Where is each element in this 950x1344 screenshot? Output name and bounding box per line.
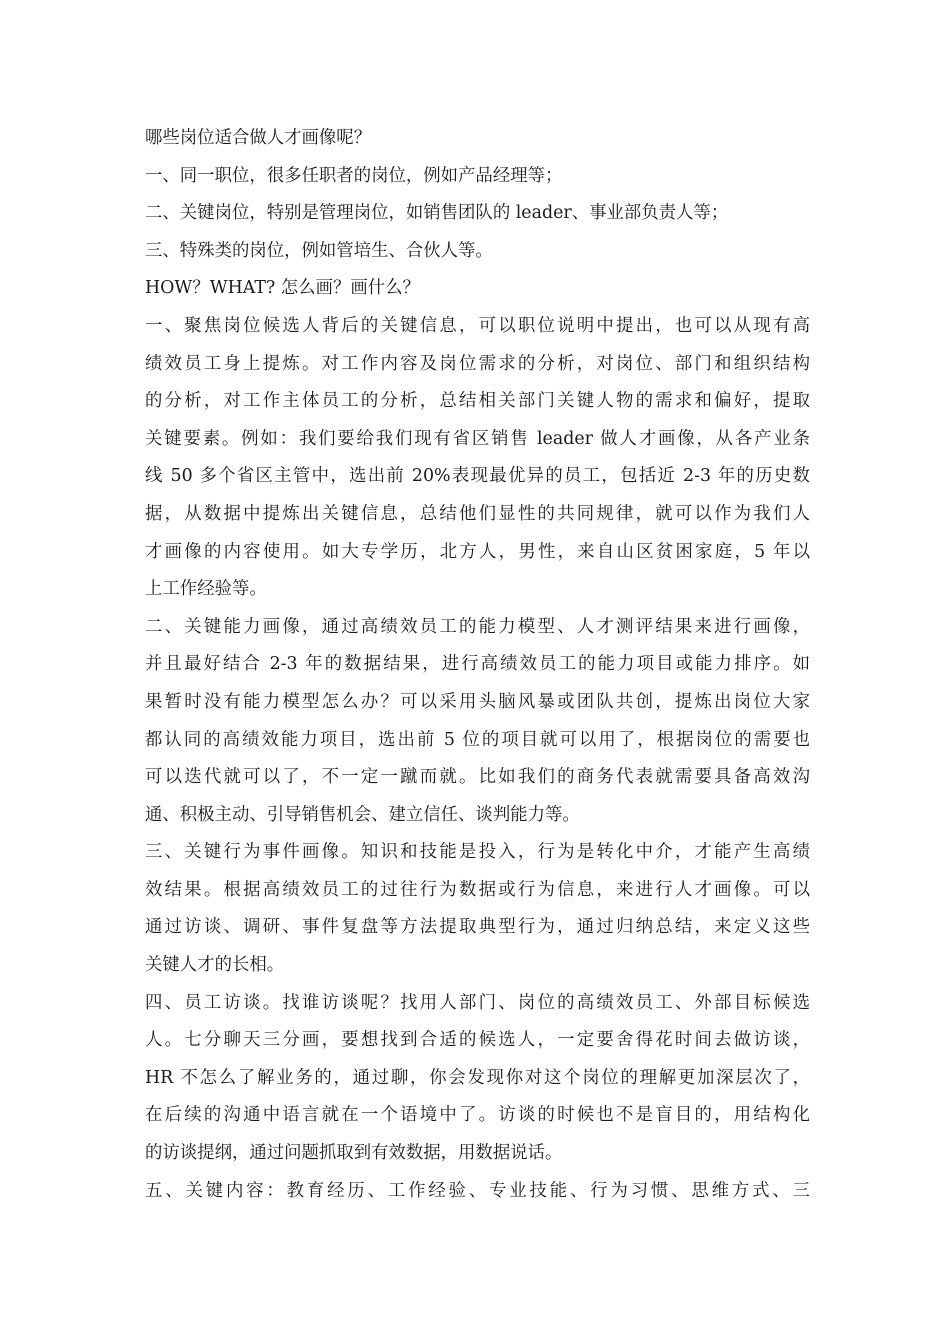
text-line: 在后续的沟通中语言就在一个语境中了。访谈的时候也不是盲目的，用结构化 — [145, 1105, 810, 1126]
text-line: HOW？WHAT? 怎么画？画什么？ — [145, 278, 420, 299]
document-page — [145, 120, 810, 1210]
text-line: HR 不怎么了解业务的，通过聊，你会发现你对这个岗位的理解更加深层次了， — [145, 1067, 810, 1088]
text-line: 线 50 多个省区主管中，选出前 20%表现最优异的员工，包括近 2-3 年的历史数 — [145, 466, 810, 487]
text-line: 三、关键行为事件画像。知识和技能是投入，行为是转化中介，才能产生高绩 — [145, 842, 810, 863]
text-line: 哪些岗位适合做人才画像呢？ — [145, 128, 372, 148]
text-line: 的分析，对工作主体员工的分析，总结相关部门关键人物的需求和偏好，提取 — [145, 391, 810, 412]
text-line: 都认同的高绩效能力项目，选出前 5 位的项目就可以用了，根据岗位的需要也 — [145, 729, 810, 750]
text-line: 关键人才的长相。 — [145, 955, 285, 976]
text-line: 并且最好结合 2-3 年的数据结果，进行高绩效员工的能力项目或能力排序。如 — [145, 654, 810, 675]
text-line: 人。七分聊天三分画，要想找到合适的候选人，一定要舍得花时间去做访谈， — [145, 1030, 810, 1051]
text-line: 二、关键能力画像，通过高绩效员工的能力模型、人才测评结果来进行画像， — [145, 616, 810, 637]
text-line: 效结果。根据高绩效员工的过往行为数据或行为信息，来进行人才画像。可以 — [145, 879, 810, 900]
text-line: 才画像的内容使用。如大专学历，北方人，男性，来自山区贫困家庭，5 年以 — [145, 541, 810, 562]
text-line: 五、关键内容：教育经历、工作经验、专业技能、行为习惯、思维方式、三 — [145, 1180, 810, 1201]
text-line: 三、特殊类的岗位，例如管培生、合伙人等。 — [145, 240, 493, 261]
text-line: 通过访谈、调研、事件复盘等方法提取典型行为，通过归纳总结，来定义这些 — [145, 917, 810, 938]
text-line: 可以迭代就可以了，不一定一蹴而就。比如我们的商务代表就需要具备高效沟 — [145, 767, 810, 788]
text-line: 四、员工访谈。找谁访谈呢？找用人部门、岗位的高绩效员工、外部目标候选 — [145, 992, 810, 1013]
text-line: 一、聚焦岗位候选人背后的关键信息，可以职位说明中提出，也可以从现有高 — [145, 315, 810, 336]
text-line: 上工作经验等。 — [145, 579, 267, 600]
text-line: 据，从数据中提炼出关键信息，总结他们显性的共同规律，就可以作为我们人 — [145, 503, 810, 524]
text-line: 果暂时没有能力模型怎么办？可以采用头脑风暴或团队共创，提炼出岗位大家 — [145, 691, 810, 712]
text-line: 绩效员工身上提炼。对工作内容及岗位需求的分析，对岗位、部门和组织结构 — [145, 353, 810, 374]
text-line: 二、关键岗位，特别是管理岗位，如销售团队的 leader、事业部负责人等； — [145, 203, 729, 224]
text-line: 的访谈提纲，通过问题抓取到有效数据，用数据说话。 — [145, 1143, 563, 1164]
text-line: 一、同一职位，很多任职者的岗位，例如产品经理等； — [145, 165, 563, 186]
text-line: 关键要素。例如：我们要给我们现有省区销售 leader 做人才画像，从各产业条 — [145, 428, 810, 449]
text-line: 通、积极主动、引导销售机会、建立信任、谈判能力等。 — [145, 804, 580, 825]
